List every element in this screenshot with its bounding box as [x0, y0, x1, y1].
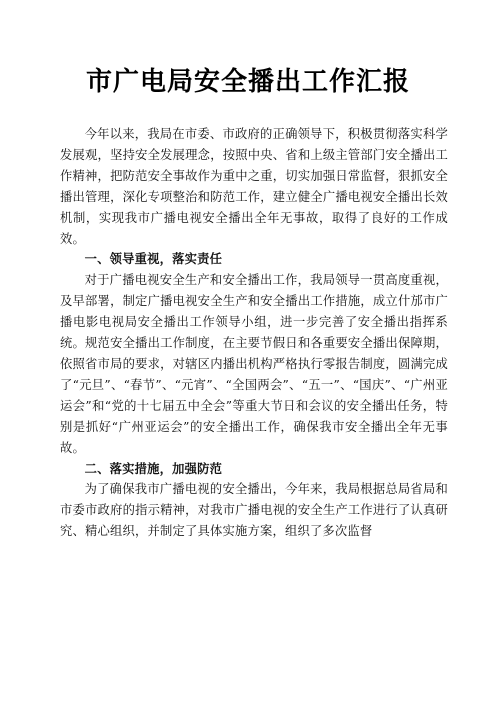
- section-heading-1: 一、领导重视，落实责任: [84, 252, 223, 267]
- section-heading-2: 二、落实措施，加强防范: [84, 461, 223, 476]
- intro-paragraph: 今年以来，我局在市委、市政府的正确领导下，积极贯彻落实科学发展观，坚持安全发展理念，按照中央、省和上级主管部门安全播出工作精神，把防范安全事故作为重中之重，切实加强日常监督，狠抓安全播出管理，深化专项整治和防范工作，建立健全广播电视安全播出长效机制，实现我市广播电视安全播出全年无事故，取得了良好的工作成效。: [60, 127, 448, 246]
- document-body: [60, 124, 448, 542]
- section-paragraph-2: 为了确保我市广播电视的安全播出，今年来，我局根据总局省局和市委市政府的指示精神，对我市广播电视的安全生产工作进行了认真研究、精心组织，并制定了具体实施方案，组织了多次监督: [60, 482, 448, 539]
- section-paragraph-1: 对于广播电视安全生产和安全播出工作，我局领导一贯高度重视，及早部署，制定广播电视安全生产和安全播出工作措施，成立什邡市广播电影电视局安全播出工作领导小组，进一步完善了安全播出指挥系统。规范安全播出工作制度，在主要节假日和各重要安全播出保障期，依照省市局的要求，对辖区内播出机构严格执行零报告制度，圆满完成了“元旦”、“春节”、“元宵”、“全国两会”、“五一”、“国庆”、“广州亚运会”和“党的十七届五中全会”等重大节日和会议的安全播出任务，特别是抓好“广州亚运会”的安全播出工作，确保我市安全播出全年无事故。: [60, 273, 448, 455]
- document-title: 市广电局安全播出工作汇报: [85, 67, 410, 97]
